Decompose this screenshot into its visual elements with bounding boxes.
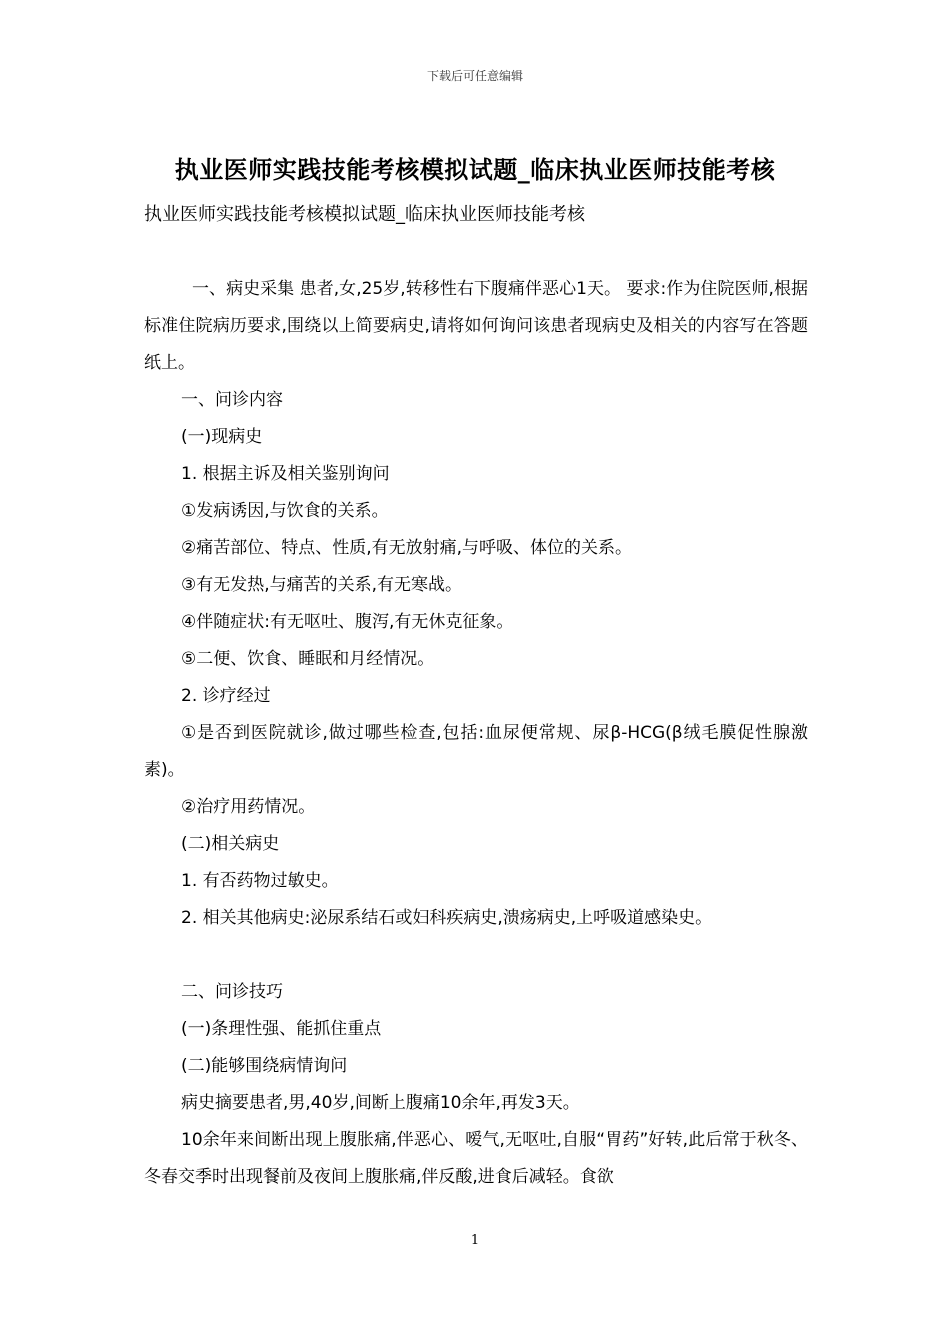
document-title: 执业医师实践技能考核模拟试题_临床执业医师技能考核 <box>174 156 776 184</box>
list-heading: 2. 诊疗经过 <box>181 686 271 706</box>
paragraph-case-detail: 10余年来间断出现上腹胀痛,伴恶心、嗳气,无呕吐,自服“胃药”好转,此后常于秋冬、冬春交季时出现餐前及夜间上腹胀痛,伴反酸,进食后减轻。食欲 <box>144 1130 808 1187</box>
blank-line <box>144 937 808 974</box>
list-item: ①发病诱因,与饮食的关系。 <box>181 501 389 521</box>
subsection-heading: (一)现病史 <box>181 427 263 447</box>
section-heading: 二、问诊技巧 <box>181 982 283 1002</box>
list-item: ⑤二便、饮食、睡眠和月经情况。 <box>181 649 435 669</box>
document-body <box>144 271 808 1196</box>
section-heading: 一、问诊内容 <box>181 390 283 410</box>
subsection-heading: (二)能够围绕病情询问 <box>181 1056 348 1076</box>
list-item: ③有无发热,与痛苦的关系,有无寒战。 <box>181 575 463 595</box>
list-item: ④伴随症状:有无呕吐、腹泻,有无休克征象。 <box>181 612 514 632</box>
header-note: 下载后可任意编辑 <box>426 69 523 83</box>
list-item: ②治疗用药情况。 <box>181 797 316 817</box>
paragraph-case-intro: 一、病史采集 患者,女,25岁,转移性右下腹痛伴恶心1天。 要求:作为住院医师,根据标准住院病历要求,围绕以上简要病史,请将如何询问该患者现病史及相关的内容写在答题纸上。 <box>144 279 808 373</box>
subsection-heading: (一)条理性强、能抓住重点 <box>181 1019 382 1039</box>
subsection-heading: (二)相关病史 <box>181 834 280 854</box>
page-number: 1 <box>470 1233 480 1248</box>
list-item: 2. 相关其他病史:泌尿系结石或妇科疾病史,溃疡病史,上呼吸道感染史。 <box>181 908 713 928</box>
list-item: ②痛苦部位、特点、性质,有无放射痛,与呼吸、体位的关系。 <box>181 538 633 558</box>
document-subtitle: 执业医师实践技能考核模拟试题_临床执业医师技能考核 <box>144 204 585 225</box>
list-item: 1. 有否药物过敏史。 <box>181 871 339 891</box>
list-item: ①是否到医院就诊,做过哪些检查,包括:血尿便常规、尿β-HCG(β绒毛膜促性腺激素)。 <box>144 723 808 780</box>
paragraph-case-summary: 病史摘要患者,男,40岁,间断上腹痛10余年,再发3天。 <box>181 1093 580 1113</box>
list-heading: 1. 根据主诉及相关鉴别询问 <box>181 464 390 484</box>
